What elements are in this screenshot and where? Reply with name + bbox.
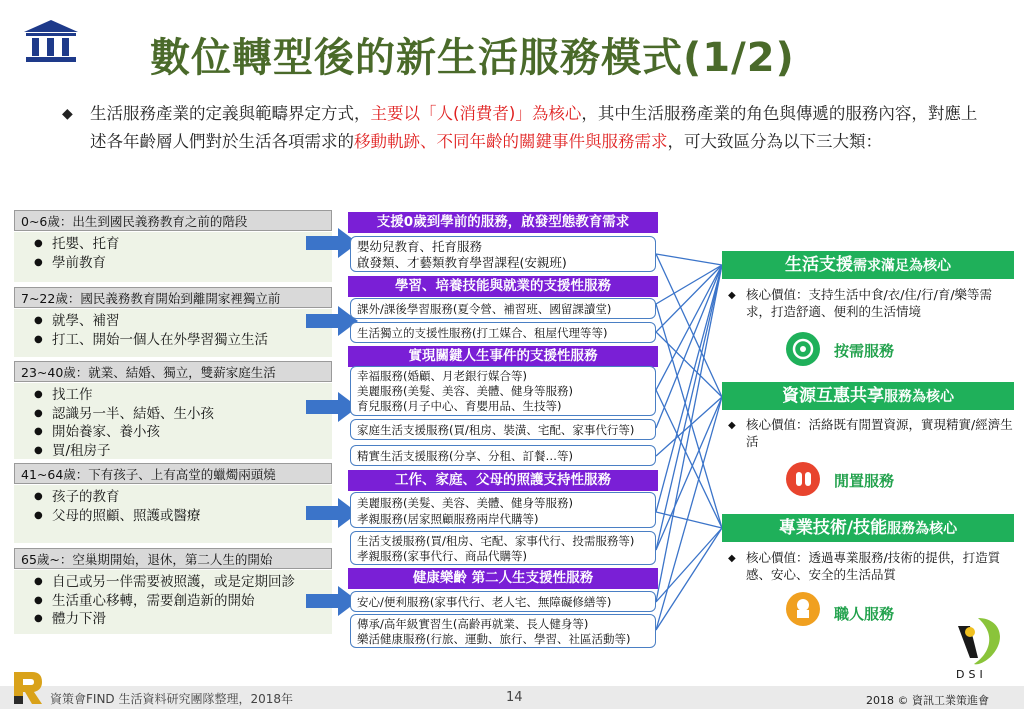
intro-paragraph: [62, 100, 982, 156]
idle-resource-icon: [786, 462, 820, 496]
category-core-value: ◆ 核心價值：透過專業服務/技術的提供，打造質感、安心、安全的生活品質: [728, 550, 1001, 582]
diamond-bullet-icon: ◆: [62, 106, 73, 122]
connector-lines: [656, 240, 726, 650]
age-group-head: 65歲~：空巢期開始，退休，第二人生的開始: [14, 548, 332, 569]
list-item: ● 認識另一半、結婚、生小孩: [34, 405, 332, 424]
age-group-body: [14, 309, 332, 357]
service-box: 課外/課後學習服務(夏令營、補習班、國留課讀堂): [350, 298, 656, 319]
service-group-head: 健康樂齡 第二人生支援性服務: [348, 568, 658, 589]
category-icon-label: 職人服務: [834, 605, 895, 623]
category-core-value: ◆ 核心價值：活絡既有閒置資源，實現精實/經濟生活: [728, 417, 1013, 449]
age-group-body: [14, 232, 332, 282]
list-item: ● 打工、開始一個人在外學習獨立生活: [34, 331, 332, 350]
service-box: 生活獨立的支援性服務(打工媒合、租屋代理等等): [350, 322, 656, 343]
service-box: 安心/便利服務(家事代行、老人宅、無障礙修繕等): [350, 591, 656, 612]
intro-text-2: ，其中生活服務產業的角色與傳遞的服務內容，對應上述各年齡層人們對於生活各項需求的: [90, 104, 978, 151]
service-box: 生活支援服務(買/租房、宅配、家事代行、投需服務等) 孝親服務(家事代行、商品代購等): [350, 531, 656, 565]
category-head: 資源互惠共享服務為核心: [722, 382, 1014, 410]
age-group-head: 7~22歲：國民義務教育開始到離開家裡獨立前: [14, 287, 332, 308]
age-group-body: [14, 570, 332, 634]
intro-highlight-2: 移動軌跡、不同年齡的關鍵事件與服務需求: [354, 132, 668, 151]
list-item: ● 買/租房子: [34, 442, 332, 461]
list-item: ● 找工作: [34, 386, 332, 405]
svg-text:DSI: DSI: [956, 668, 987, 681]
service-box: 傳承/高年級實習生(高齡再就業、長人健身等) 樂活健康服務(行旅、運動、旅行、學習、社區活動等): [350, 614, 656, 648]
list-item: ● 孩子的教育: [34, 488, 332, 507]
intro-text-1: 生活服務產業的定義與範疇界定方式，: [90, 104, 371, 123]
service-box: 美麗服務(美髮、美容、美體、健身等服務) 孝親服務(居家照顧服務兩岸代購等): [350, 492, 656, 528]
age-group-head: 23~40歲：就業、結婚、獨立，雙薪家庭生活: [14, 361, 332, 382]
age-group-head: 0~6歲：出生到國民義務教育之前的階段: [14, 210, 332, 231]
page-title: 數位轉型後的新生活服務模式(1/2): [150, 35, 795, 81]
diamond-bullet-icon: ◆: [728, 290, 736, 301]
service-box: 幸福服務(婚顧、月老銀行媒合等) 美麗服務(美髮、美容、美體、健身等服務) 育兒服務(月子中心、育嬰用品、生技等): [350, 366, 656, 416]
category-icon-label: 按需服務: [834, 342, 895, 360]
intro-text-3: ，可大致區分為以下三大類：: [667, 132, 882, 151]
service-group-head: 支援0歲到學前的服務，啟發型態教育需求: [348, 212, 658, 233]
intro-highlight-1: 主要以「人(消費者)」為核心: [370, 104, 582, 123]
service-group-head: 學習、培養技能與就業的支援性服務: [348, 276, 658, 297]
footer-copyright: 2018 © 資訊工業策進會: [866, 694, 989, 707]
list-item: ● 開始養家、養小孩: [34, 423, 332, 442]
footer-source: 資策會FIND 生活資料研究團隊整理，2018年: [50, 692, 294, 706]
category-head: 生活支援需求滿足為核心: [722, 251, 1014, 279]
professional-chef-icon: [786, 592, 820, 626]
service-box: 精實生活支援服務(分享、分租、訂餐…等): [350, 445, 656, 466]
category-icon-label: 閒置服務: [834, 472, 895, 490]
list-item: ● 學前教育: [34, 254, 332, 273]
list-item: ● 托嬰、托育: [34, 235, 332, 254]
list-item: ● 生活重心移轉，需要創造新的開始: [34, 592, 332, 611]
service-group-head: 實現關鍵人生事件的支援性服務: [348, 346, 658, 367]
list-item: ● 父母的照顧、照護或醫療: [34, 507, 332, 526]
category-head: 專業技術/技能服務為核心: [722, 514, 1014, 542]
age-group-body: [14, 383, 332, 459]
diamond-bullet-icon: ◆: [728, 420, 736, 431]
find-logo-icon: [10, 668, 46, 706]
dsi-logo-icon: [948, 610, 1010, 682]
list-item: ● 就學、補習: [34, 312, 332, 331]
category-core-value: ◆ 核心價值：支持生活中食/衣/住/行/育/樂等需求，打造舒適、便利的生活情境: [728, 287, 993, 319]
diamond-bullet-icon: ◆: [728, 553, 736, 564]
service-group-head: 工作、家庭、父母的照護支持性服務: [348, 470, 658, 491]
institute-logo-icon: [22, 18, 80, 64]
service-box: 嬰幼兒教育、托育服務 啟發類、才藝類教育學習課程(安親班): [350, 236, 656, 272]
age-group-body: [14, 485, 332, 543]
age-group-head: 41~64歲：下有孩子、上有高堂的蠟燭兩頭燒: [14, 463, 332, 484]
list-item: ● 自己或另一伴需要被照護，或是定期回診: [34, 573, 332, 592]
list-item: ● 體力下滑: [34, 610, 332, 629]
on-demand-service-icon: [786, 332, 820, 366]
page-number: 14: [506, 690, 523, 705]
service-box: 家庭生活支援服務(買/租房、裝潢、宅配、家事代行等): [350, 419, 656, 440]
